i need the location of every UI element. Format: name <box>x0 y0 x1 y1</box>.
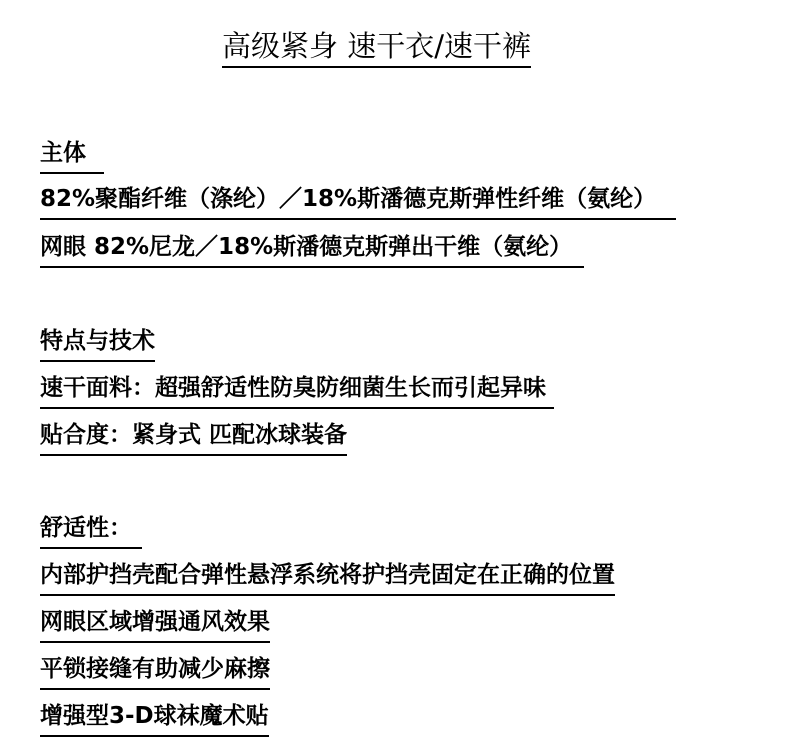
comfort-line-flatlock-seams: 平锁接缝有助减少麻擦 <box>40 653 270 690</box>
comfort-line-velcro: 增强型3-D球袜魔术贴 <box>40 700 269 737</box>
section-heading-features: 特点与技术 <box>40 325 155 362</box>
page-title: 高级紧身 速干衣/速干裤 <box>222 28 531 68</box>
material-line-body: 82%聚酯纤维（涤纶）／18%斯潘德克斯弹性纤维（氨纶） <box>40 183 676 220</box>
section-heading-main-body: 主体 <box>40 137 104 174</box>
feature-line-quick-dry: 速干面料：超强舒适性防臭防细菌生长而引起异味 <box>40 372 554 409</box>
material-line-mesh: 网眼 82%尼龙／18%斯潘德克斯弹出干维（氨纶） <box>40 231 584 268</box>
section-heading-comfort: 舒适性： <box>40 512 142 549</box>
comfort-line-suspension: 内部护挡壳配合弹性悬浮系统将护挡壳固定在正确的位置 <box>40 559 615 596</box>
comfort-line-mesh-ventilation: 网眼区域增强通风效果 <box>40 606 270 643</box>
feature-line-fit: 贴合度：紧身式 匹配冰球装备 <box>40 419 347 456</box>
